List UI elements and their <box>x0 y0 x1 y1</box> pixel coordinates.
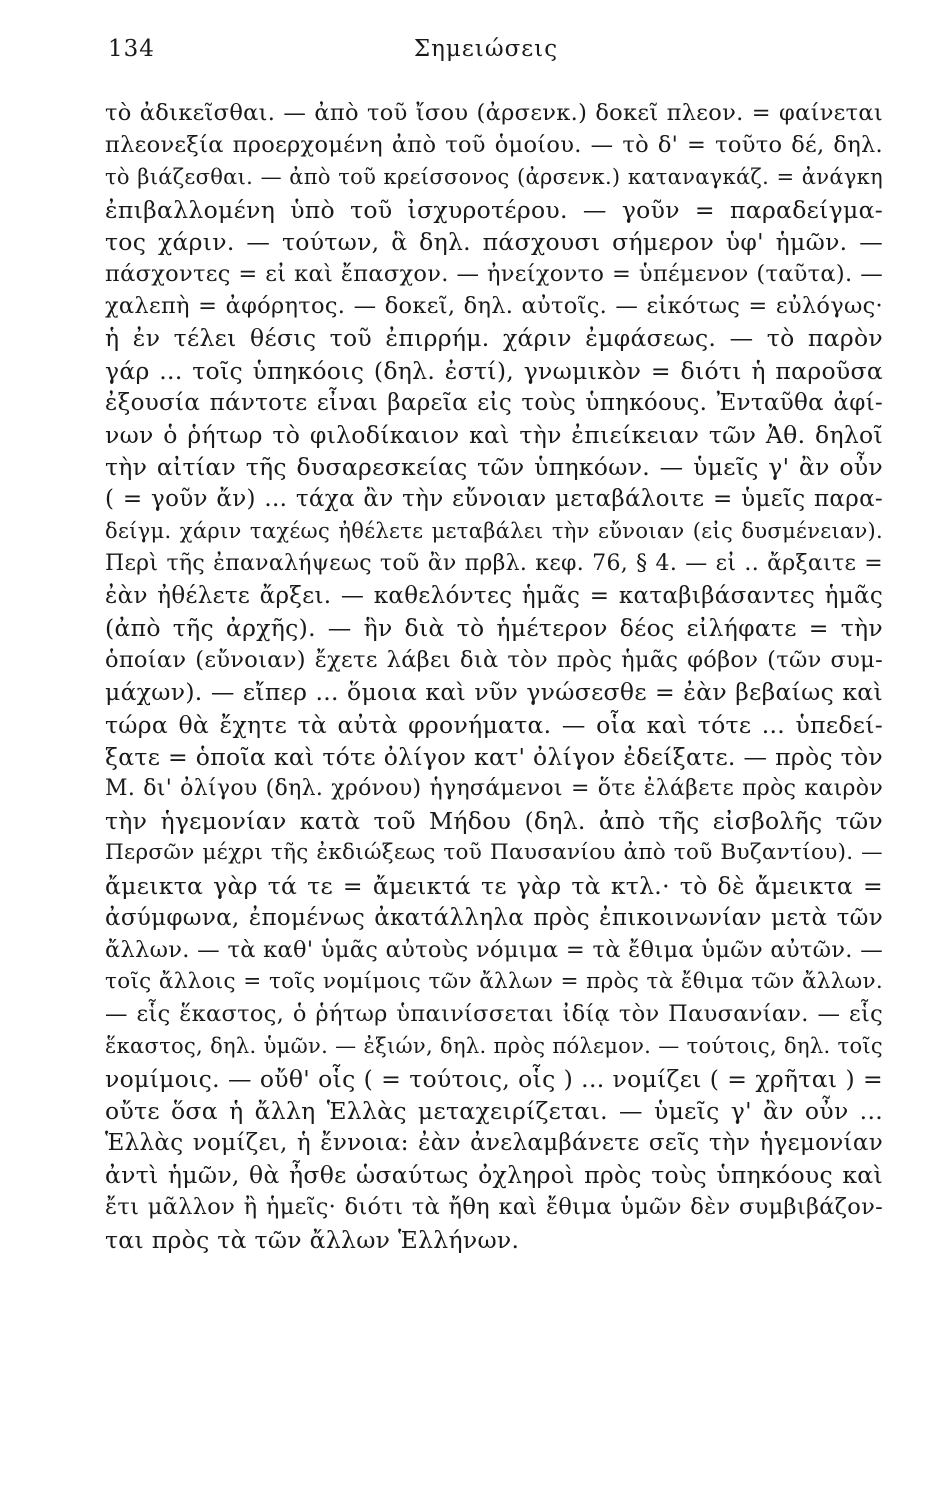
text-line: (ἀπὸ τῆς ἀρχῆς). — ἣν διὰ τὸ ἡμέτερον δέος εἰλήφατε = τὴν <box>105 614 883 642</box>
text-line: ἄλλων. — τὰ καθ' ὑμᾶς αὐτοὺς νόμιμα = τὰ ἔθιμα ὑμῶν αὐτῶν. — <box>105 936 883 963</box>
text-line: Μ. δι' ὀλίγου (δηλ. χρόνου) ἡγησάμενοι = ὅτε ἐλάβετε πρὸς καιρὸν <box>105 775 883 801</box>
text-line: τὴν αἰτίαν τῆς δυσαρεσκείας τῶν ὑπηκόων. — ὑμεῖς γ' ἂν οὖν <box>105 453 883 482</box>
notes-text-block <box>105 97 883 1256</box>
text-line: τὴν ἡγεμονίαν κατὰ τοῦ Μήδου (δηλ. ἀπὸ τῆς εἰσβολῆς τῶν <box>105 807 883 836</box>
running-head <box>108 36 864 76</box>
text-line: ὁποίαν (εὔνοιαν) ἔχετε λάβει διὰ τὸν πρὸς ἡμᾶς φόβον (τῶν συμ- <box>105 647 883 674</box>
text-line: ἐξουσία πάντοτε εἶναι βαρεῖα εἰς τοὺς ὑπηκόους. Ἐνταῦθα ἀφί- <box>105 389 883 416</box>
text-line: τοῖς ἄλλοις = τοῖς νομίμοις τῶν ἄλλων = πρὸς τὰ ἔθιμα τῶν ἄλλων. <box>105 969 883 995</box>
text-line: ἡ ἐν τέλει θέσις τοῦ ἐπιρρήμ. χάριν ἐμφάσεως. — τὸ παρὸν <box>105 324 883 353</box>
text-line: — εἷς ἕκαστος, ὁ ῥήτωρ ὑπαινίσσεται ἰδίᾳ τὸν Παυσανίαν. — εἷς <box>105 1001 883 1028</box>
text-line: ἀσύμφωνα, ἐπομένως ἀκατάλληλα πρὸς ἐπικοινωνίαν μετὰ τῶν <box>105 904 883 931</box>
text-line: ἐὰν ἠθέλετε ἄρξει. — καθελόντες ἡμᾶς = καταβιβάσαντες ἡμᾶς <box>105 582 883 609</box>
text-line: Περὶ τῆς ἐπαναλήψεως τοῦ ἂν πρβλ. κεφ. 76, § 4. — εἰ .. ἄρξαιτε = <box>105 550 883 576</box>
page-header-title: Σημειώσεις <box>413 36 559 62</box>
text-line: ἐπιβαλλομένη ὑπὸ τοῦ ἰσχυροτέρου. — γοῦν = παραδείγμα- <box>105 195 883 224</box>
text-line: τώρα θὰ ἔχητε τὰ αὐτὰ φρονήματα. — οἷα καὶ τότε ... ὑπεδεί- <box>105 710 883 739</box>
text-line: ( = γοῦν ἄν) ... τάχα ἂν τὴν εὔνοιαν μεταβάλοιτε = ὑμεῖς παρα- <box>105 486 883 513</box>
text-line: γάρ ... τοῖς ὑπηκόοις (δηλ. ἐστί), γνωμικὸν = διότι ἡ παροῦσα <box>105 356 883 385</box>
text-line: τὸ ἀδικεῖσθαι. — ἀπὸ τοῦ ἴσου (ἀρσενκ.) δοκεῖ πλεον. = φαίνεται <box>105 100 883 126</box>
text-line: νομίμοις. — οὔθ' οἷς ( = τούτοις, οἷς ) ... νομίζει ( = χρῆται ) = <box>105 1064 883 1093</box>
text-line: νων ὁ ῥήτωρ τὸ φιλοδίκαιον καὶ τὴν ἐπιείκειαν τῶν Ἀθ. δηλοῖ <box>105 420 883 449</box>
text-line: πάσχοντες = εἰ καὶ ἔπασχον. — ἠνείχοντο = ὑπέμενον (ταῦτα). — <box>105 260 883 287</box>
text-line-last: ται πρὸς τὰ τῶν ἄλλων Ἑλλήνων. <box>105 1225 520 1254</box>
text-line: οὔτε ὅσα ἡ ἄλλη Ἑλλὰς μεταχειρίζεται. — ὑμεῖς γ' ἂν οὖν ... <box>105 1096 883 1125</box>
text-line: ἄμεικτα γὰρ τά τε = ἄμεικτά τε γὰρ τὰ κτλ.· τὸ δὲ ἄμεικτα = <box>105 871 883 900</box>
text-line: δείγμ. χάριν ταχέως ἠθέλετε μεταβάλει τὴν εὔνοιαν (εἰς δυσμένειαν). <box>105 519 883 544</box>
text-line: τος χάριν. — τούτων, ἃ δηλ. πάσχουσι σήμερον ὑφ' ἡμῶν. — <box>105 227 883 256</box>
text-line: τὸ βιάζεσθαι. — ἀπὸ τοῦ κρείσσονος (ἀρσενκ.) καταναγκάζ. = ἀνάγκη <box>105 165 883 190</box>
text-line: ξατε = ὁποῖα καὶ τότε ὀλίγον κατ' ὀλίγον ἐδείξατε. — πρὸς τὸν <box>105 742 883 771</box>
text-line: Ἑλλὰς νομίζει, ἡ ἔννοια: ἐὰν ἀνελαμβάνετε σεῖς τὴν ἡγεμονίαν <box>105 1130 883 1156</box>
text-line: χαλεπὴ = ἀφόρητος. — δοκεῖ, δηλ. αὐτοῖς. — εἰκότως = εὐλόγως· <box>105 293 883 320</box>
text-line: Περσῶν μέχρι τῆς ἐκδιώξεως τοῦ Παυσανίου ἀπὸ τοῦ Βυζαντίου). — <box>105 840 883 866</box>
text-line: ἔτι μᾶλλον ἢ ἡμεῖς· διότι τὰ ἤθη καὶ ἔθιμα ὑμῶν δὲν συμβιβάζον- <box>105 1194 883 1221</box>
text-line: ἕκαστος, δηλ. ὑμῶν. — ἐξιών, δηλ. πρὸς πόλεμον. — τούτοις, δηλ. τοῖς <box>105 1034 883 1059</box>
text-line: πλεονεξία προερχομένη ἀπὸ τοῦ ὁμοίου. — τὸ δ' = τοῦτο δέ, δηλ. <box>105 132 883 159</box>
text-line: μάχων). — εἴπερ ... ὅμοια καὶ νῦν γνώσεσθε = ἐὰν βεβαίως καὶ <box>105 678 883 707</box>
text-line: ἀντὶ ἡμῶν, θὰ ἦσθε ὡσαύτως ὀχληροὶ πρὸς τοὺς ὑπηκόους καὶ <box>105 1161 883 1190</box>
page-number: 134 <box>108 36 155 62</box>
